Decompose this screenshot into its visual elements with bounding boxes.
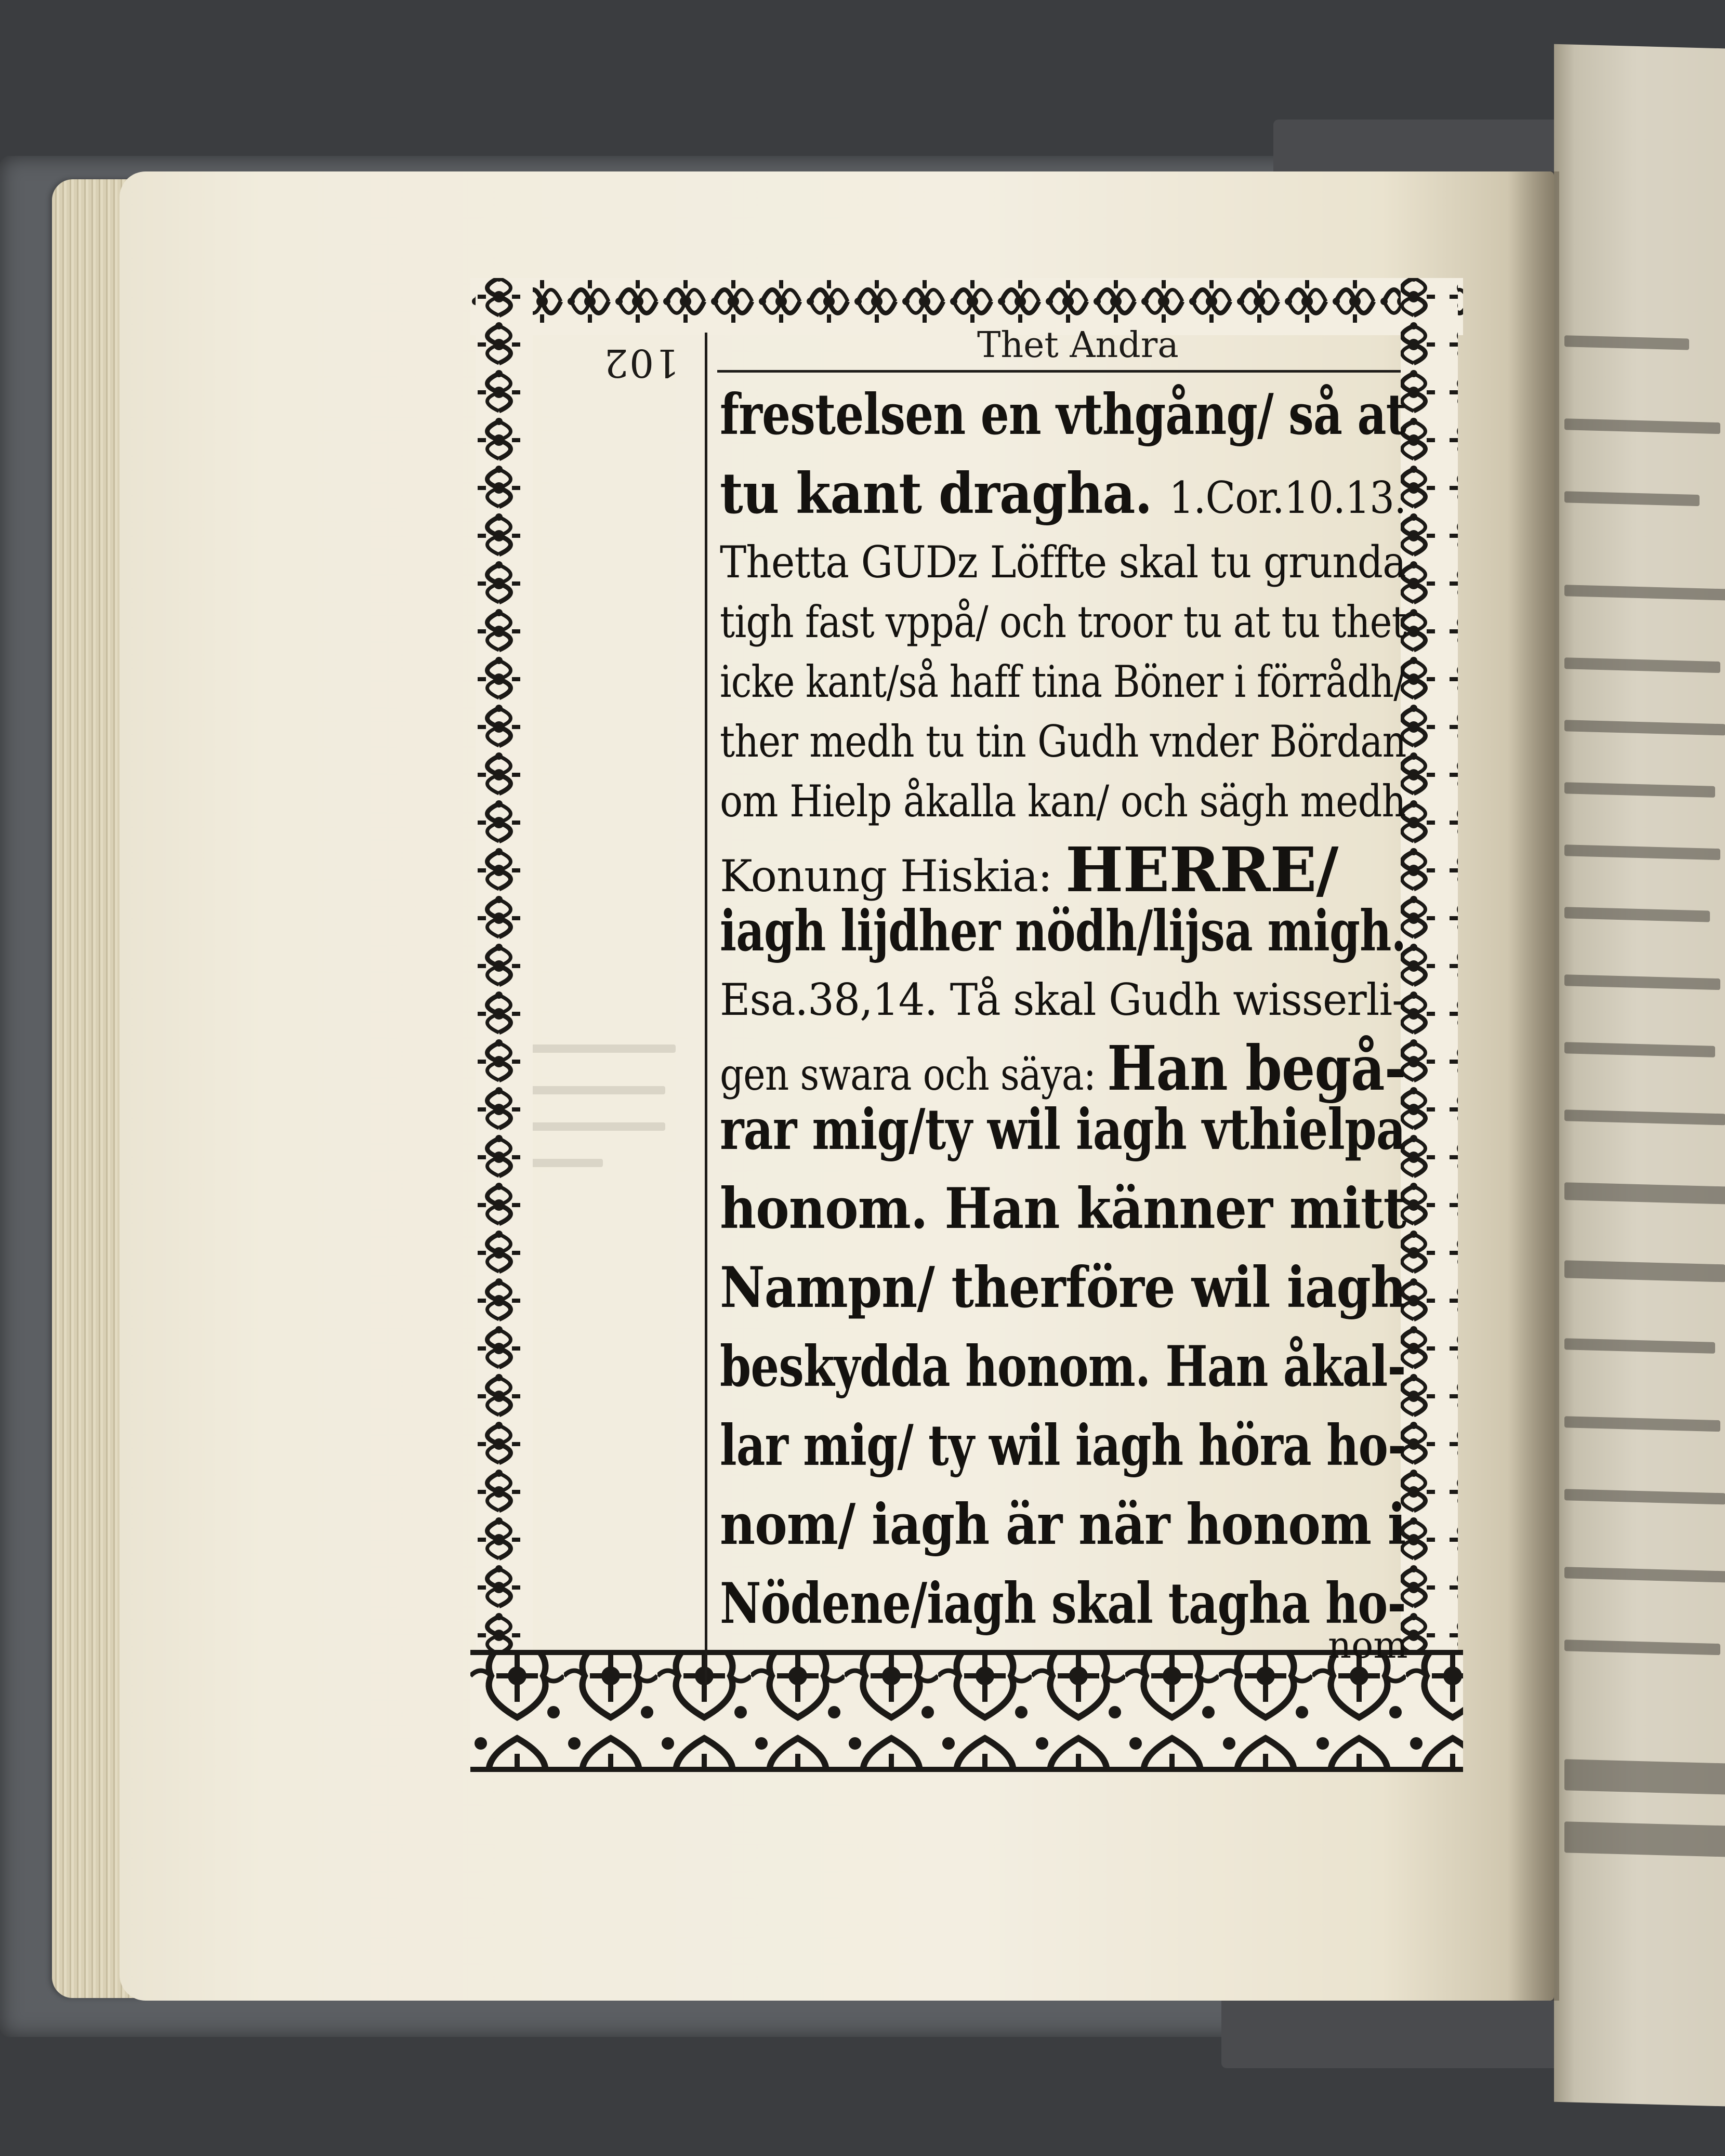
text-line — [720, 1563, 1406, 1642]
scripture-reference: 1.Cor.10.13. — [1169, 472, 1406, 523]
line-text: om Hielp åkalla kan/ och sägh medh — [720, 776, 1406, 827]
text-line — [720, 1247, 1406, 1326]
text-line — [720, 1405, 1406, 1484]
text-line — [720, 1484, 1406, 1563]
line-text: icke kant/så haff tina Böner i förrådh/ — [720, 656, 1406, 707]
header-rule — [717, 370, 1401, 373]
emphasized-text: HERRE/ — [1065, 834, 1338, 906]
line-text: Tå skal Gudh wisserli- — [950, 974, 1406, 1025]
text-line — [720, 771, 1406, 831]
gutter-shadow — [1507, 171, 1559, 2001]
text-line — [720, 1089, 1406, 1168]
catchword: nom — [1328, 1624, 1408, 1666]
line-text: nom/ iagh är när honom i — [720, 1492, 1406, 1557]
column-rule — [705, 333, 707, 1684]
line-text: beskydda honom. Han åkal- — [720, 1334, 1406, 1399]
text-line — [720, 1029, 1406, 1104]
line-text: iagh lijdher nödh/lijsa migh. — [720, 898, 1406, 964]
line-text: honom. Han känner mitt — [720, 1176, 1406, 1241]
text-line — [720, 1168, 1406, 1247]
line-text: gen swara och säya: — [720, 1049, 1096, 1100]
text-line — [720, 652, 1406, 711]
line-text: tu kant dragha. — [720, 461, 1152, 526]
cover-bottom-edge — [1221, 1995, 1585, 2068]
text-line — [720, 891, 1406, 970]
scripture-reference: Esa.38,14. — [720, 974, 938, 1025]
text-line — [720, 453, 1406, 532]
line-text: Konung Hiskia: — [720, 851, 1052, 902]
line-text: Thetta GUDz Löffte skal tu grunda — [720, 537, 1406, 588]
line-text: lar mig/ ty wil iagh höra ho- — [720, 1413, 1406, 1478]
line-text: tigh fast vppå/ och troor tu at tu thet — [720, 597, 1406, 647]
running-head: Thet Andra — [977, 325, 1179, 366]
line-text: rar mig/ty wil iagh vthielpa — [720, 1097, 1406, 1162]
text-line — [720, 711, 1406, 771]
text-line — [720, 532, 1406, 592]
facing-page — [1554, 44, 1725, 2107]
text-line — [720, 374, 1406, 453]
line-text: frestelsen en vthgång/ så at — [720, 382, 1406, 447]
body-text — [720, 374, 1406, 1642]
line-text: ther medh tu tin Gudh vnder Bördan — [720, 716, 1406, 767]
text-line — [720, 970, 1406, 1029]
line-text: Nampn/ therföre wil iagh — [720, 1255, 1406, 1320]
page-number: 102 — [603, 340, 680, 385]
text-line — [720, 831, 1406, 906]
text-line — [720, 592, 1406, 652]
text-line — [720, 1326, 1406, 1405]
line-text: Nödene/iagh skal tagha ho- — [720, 1571, 1406, 1636]
emphasized-text: Han begå- — [1107, 1032, 1406, 1104]
